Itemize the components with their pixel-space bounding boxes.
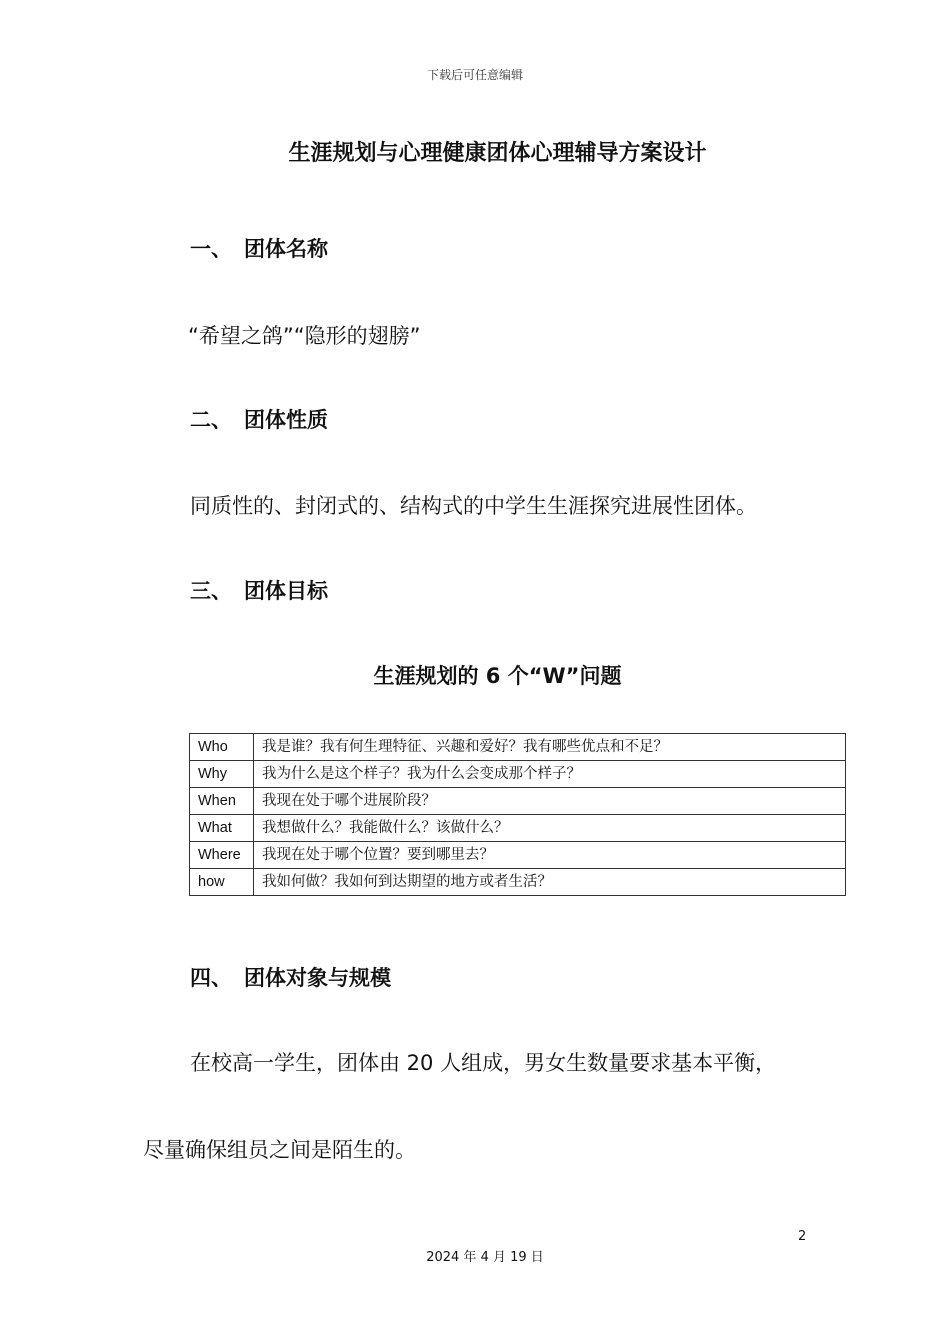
- table-question-cell: 我如何做？我如何到达期望的地方或者生活？: [254, 869, 846, 896]
- table-row: [190, 815, 846, 842]
- header-note: 下载后可任意编辑: [426, 68, 523, 82]
- table-key-cell: What: [190, 815, 254, 842]
- document-title: 生涯规划与心理健康团体心理辅导方案设计: [288, 141, 707, 166]
- table-row: [190, 761, 846, 788]
- group-target-text-line2: 尽量确保组员之间是陌生的。: [143, 1138, 416, 1162]
- table-question-cell: 我现在处于哪个进展阶段？: [254, 788, 846, 815]
- six-w-table: [189, 733, 846, 896]
- section-heading-2: [190, 404, 328, 434]
- footer-date: 2024 年 4 月 19 日: [426, 1250, 544, 1265]
- table-question-cell: 我是谁？我有何生理特征、兴趣和爱好？我有哪些优点和不足？: [254, 734, 846, 761]
- section-number: 三、: [190, 579, 232, 603]
- section-heading-text: 团体对象与规模: [244, 966, 391, 990]
- table-question-cell: 我想做什么？我能做什么？该做什么？: [254, 815, 846, 842]
- table-row: [190, 734, 846, 761]
- section-heading-text: 团体性质: [244, 408, 328, 432]
- section-heading-3: [190, 575, 328, 605]
- table-row: [190, 842, 846, 869]
- section-heading-text: 团体目标: [244, 579, 328, 603]
- table-key-cell: Why: [190, 761, 254, 788]
- table-question-cell: 我为什么是这个样子？我为什么会变成那个样子？: [254, 761, 846, 788]
- group-nature-text: 同质性的、封闭式的、结构式的中学生生涯探究进展性团体。: [190, 494, 757, 518]
- table-row: [190, 788, 846, 815]
- table-key-cell: Who: [190, 734, 254, 761]
- table-key-cell: Where: [190, 842, 254, 869]
- page-number: 2: [798, 1229, 807, 1244]
- group-target-text-line1: 在校高一学生，团体由 20 人组成，男女生数量要求基本平衡，: [190, 1051, 777, 1075]
- table-key-cell: When: [190, 788, 254, 815]
- table-title: 生涯规划的 6 个“W”问题: [373, 664, 622, 688]
- group-name-text: “希望之鸽”“隐形的翅膀”: [188, 324, 421, 348]
- section-heading-text: 团体名称: [244, 237, 328, 261]
- table-question-cell: 我现在处于哪个位置？要到哪里去？: [254, 842, 846, 869]
- section-heading-1: [190, 233, 328, 263]
- section-heading-4: [190, 962, 391, 992]
- section-number: 四、: [190, 966, 232, 990]
- section-number: 二、: [190, 408, 232, 432]
- table-key-cell: how: [190, 869, 254, 896]
- section-number: 一、: [190, 237, 232, 261]
- table-row: [190, 869, 846, 896]
